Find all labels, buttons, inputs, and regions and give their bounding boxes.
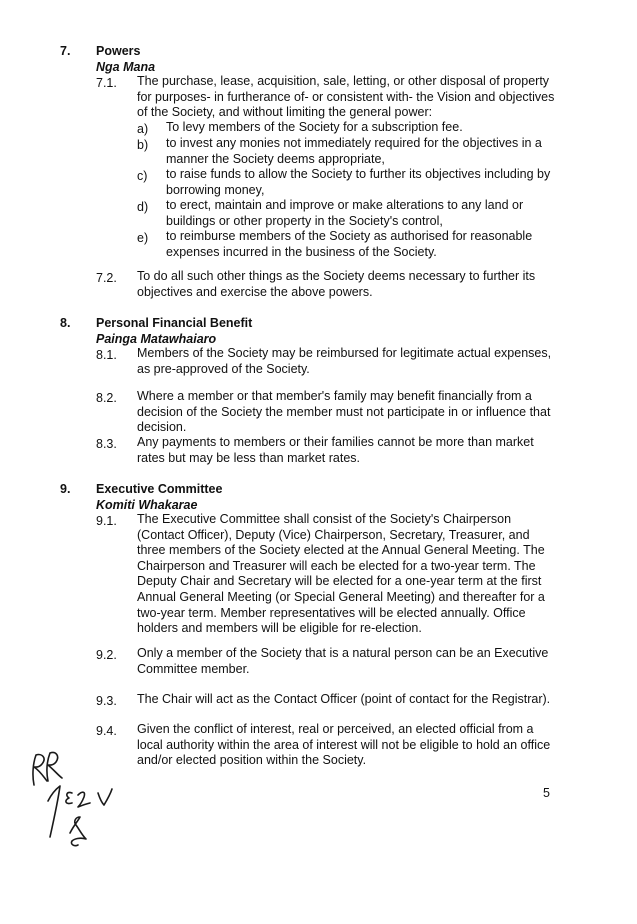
item-7-1-a-text: To levy members of the Society for a subscription fee.	[166, 120, 463, 134]
clause-8-2-number: 8.2.	[96, 391, 117, 405]
page-number: 5	[543, 786, 550, 800]
section-8-subtitle: Painga Matawhaiaro	[96, 332, 217, 346]
section-7-title: Powers	[96, 44, 141, 58]
clause-7-2-text: To do all such other things as the Society deems necessary to further its objectives and exercise the above powers.	[137, 269, 536, 299]
item-7-1-d-letter: d)	[137, 200, 149, 214]
clause-9-4-number: 9.4.	[96, 724, 117, 738]
clause-8-2-text: Where a member or that member's family may benefit financially from a decision of the Society the member must not participate in or influence that decision.	[137, 389, 551, 435]
clause-7-2-number: 7.2.	[96, 271, 117, 285]
clause-9-2-text: Only a member of the Society that is a natural person can be an Executive Committee member.	[137, 646, 549, 676]
clause-7-1-text: The purchase, lease, acquisition, sale, letting, or other disposal of property for purposes- in furtherance of- or consistent with- the Vision and objectives of the Society, and without limiting the general power:	[137, 74, 555, 120]
section-7-number: 7.	[60, 44, 71, 58]
item-7-1-e-letter: e)	[137, 231, 149, 245]
item-7-1-c-text: to raise funds to allow the Society to further its objectives including by borrowing money,	[166, 167, 551, 197]
clause-9-3-text: The Chair will act as the Contact Officer (point of contact for the Registrar).	[137, 692, 551, 706]
item-7-1-a-letter: a)	[137, 122, 149, 136]
clause-9-3-number: 9.3.	[96, 694, 117, 708]
clause-7-1-number: 7.1.	[96, 76, 117, 90]
clause-9-1-text: The Executive Committee shall consist of the Society's Chairperson (Contact Officer), Deputy (Vice) Chairperson, Secretary, Treasurer, and three members of the Society elected at the Annual General Meeting. The Chairperson and Treasurer will each be elected for a two-year term. The Deputy Chair and Secretary will be elected for a one-year term at the first Annual General Meeting (or Special General Meeting) and thereafter for a two-year term. Member representatives will be elected annually. Office holders and members will be eligible for re-election.	[137, 512, 545, 636]
section-9-title: Executive Committee	[96, 482, 223, 496]
clause-9-4-text: Given the conflict of interest, real or perceived, an elected official from a local authority within the area of interest will not be eligible to hold an office and/or elected position within the Society.	[137, 722, 551, 768]
clause-8-1-text: Members of the Society may be reimbursed for legitimate actual expenses, as pre-approved of the Society.	[137, 346, 552, 376]
clause-9-2-number: 9.2.	[96, 648, 117, 662]
section-9-subtitle: Komiti Whakarae	[96, 498, 198, 512]
item-7-1-e-text: to reimburse members of the Society as authorised for reasonable expenses incurred in the business of the Society.	[166, 229, 533, 259]
item-7-1-b-letter: b)	[137, 138, 149, 152]
item-7-1-c-letter: c)	[137, 169, 148, 183]
clause-8-3-text: Any payments to members or their families cannot be more than market rates but may be less than market rates.	[137, 435, 534, 465]
section-8-number: 8.	[60, 316, 71, 330]
clause-8-1-number: 8.1.	[96, 348, 117, 362]
clause-9-1-number: 9.1.	[96, 514, 117, 528]
item-7-1-b-text: to invest any monies not immediately required for the objectives in a manner the Society deems appropriate,	[166, 136, 542, 166]
handwritten-initials-icon	[20, 745, 130, 855]
section-9-number: 9.	[60, 482, 71, 496]
clause-8-3-number: 8.3.	[96, 437, 117, 451]
section-8-title: Personal Financial Benefit	[96, 316, 253, 330]
section-7-subtitle: Nga Mana	[96, 60, 156, 74]
item-7-1-d-text: to erect, maintain and improve or make alterations to any land or buildings or other property in the Society's control,	[166, 198, 524, 228]
